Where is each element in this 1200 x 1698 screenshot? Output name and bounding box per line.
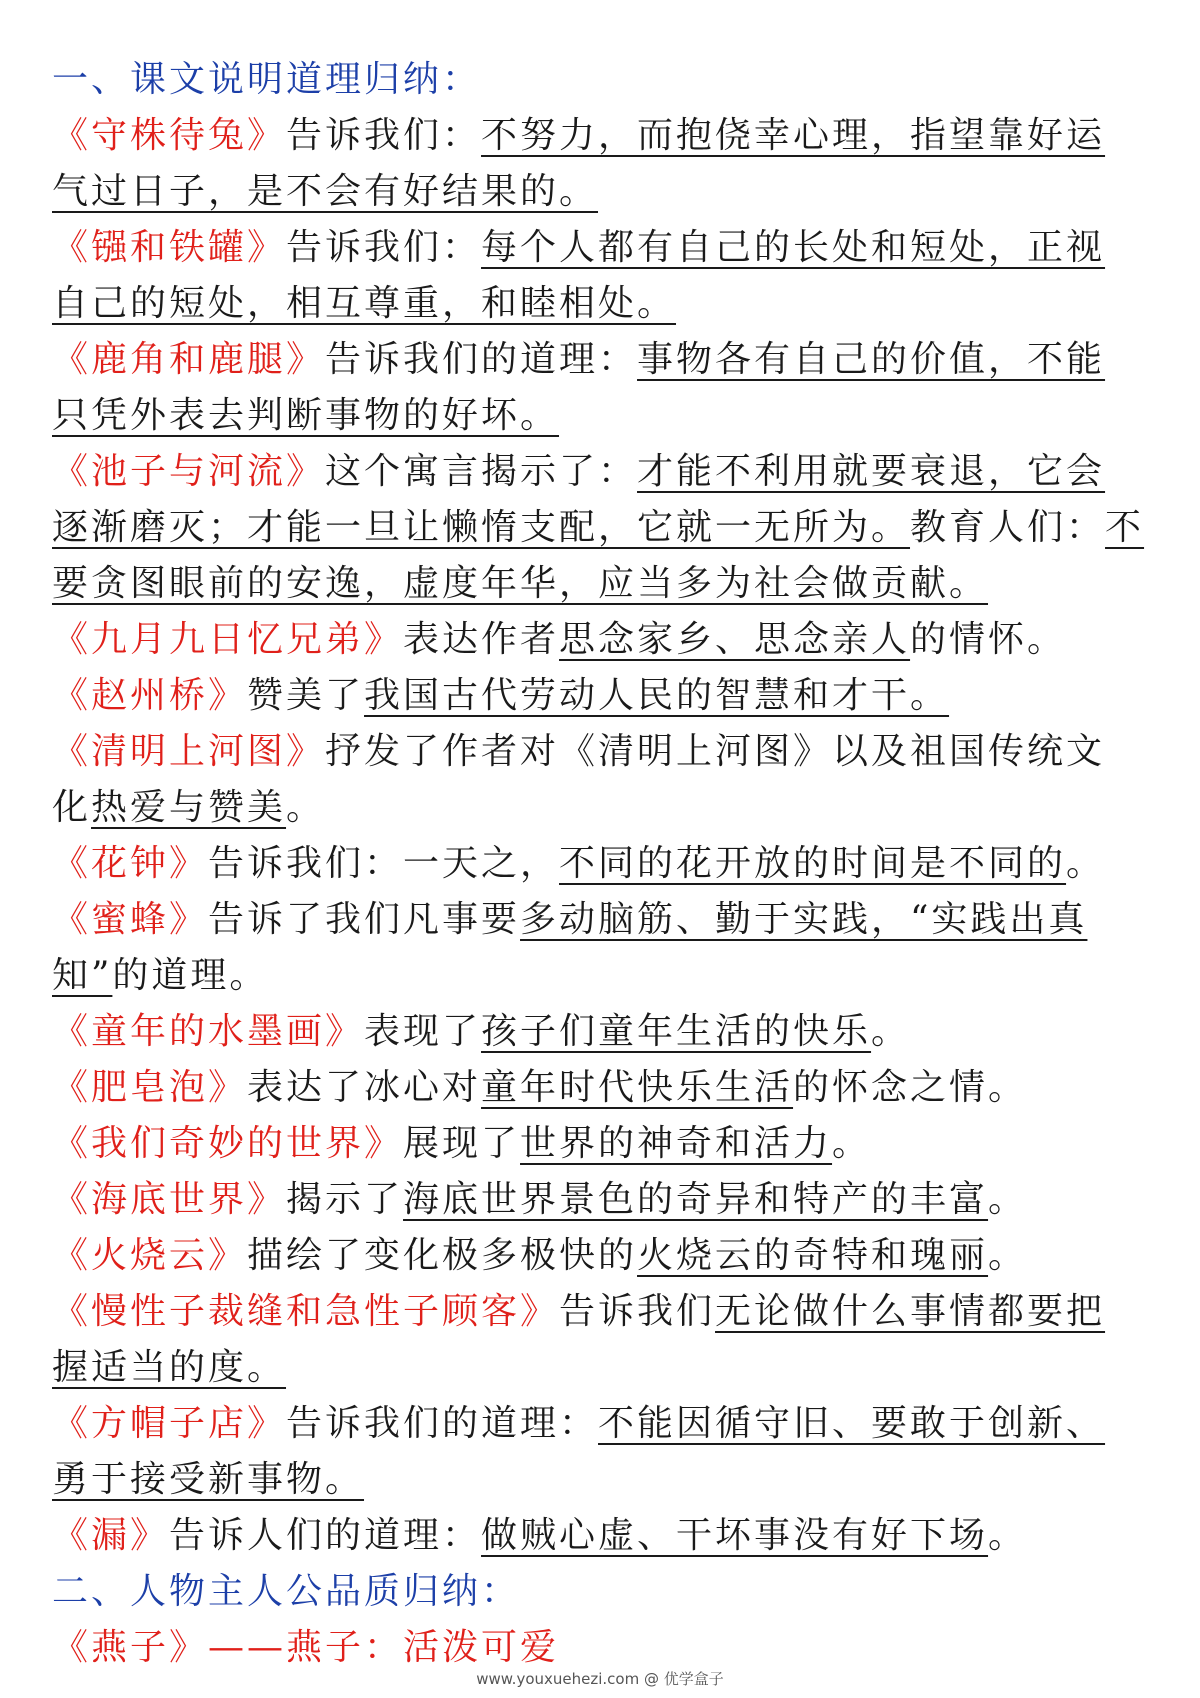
entry-underlined-text: 热爱与赞美 <box>91 787 287 828</box>
entry-line <box>52 668 1152 724</box>
entry-underlined-text: 才能不利用就要衰退，它会 <box>637 451 1106 492</box>
entry-lead-text: 告诉我们：一天之， <box>208 843 560 884</box>
entry-lead-text: 揭示了 <box>286 1179 404 1220</box>
lesson-title: 《赵州桥》 <box>52 675 248 716</box>
entry-line <box>52 1004 1152 1060</box>
entry-underlined-text: 逐渐磨灭；才能一旦让懒惰支配，它就一无所为。 <box>52 507 911 548</box>
entry-underlined-text: 孩子们童年生活的快乐 <box>481 1011 872 1052</box>
entry-line <box>52 892 1152 948</box>
lesson-title: 《九月九日忆兄弟》 <box>52 619 404 660</box>
entry-underlined-text: 不努力，而抱侥幸心理，指望靠好运 <box>481 115 1106 156</box>
entry-line <box>52 1340 1152 1396</box>
entry-line <box>52 444 1152 500</box>
entry-line <box>52 1284 1152 1340</box>
lesson-title: 《我们奇妙的世界》 <box>52 1123 404 1164</box>
lesson-title: 《守株待兔》 <box>52 115 287 156</box>
entry-line <box>52 1228 1152 1284</box>
section-heading-characters: 二、人物主人公品质归纳： <box>52 1571 521 1612</box>
entry-underlined-text: 我国古代劳动人民的智慧和才干。 <box>364 675 950 716</box>
entry-underlined-text: 多动脑筋、勤于实践，“实践出真 <box>520 899 1088 940</box>
entry-line <box>52 276 1152 332</box>
lesson-title: 《鹿角和鹿腿》 <box>52 339 326 380</box>
entry-line <box>52 1396 1152 1452</box>
entry-lead-text: 告诉我们的道理： <box>286 1403 599 1444</box>
entry-tail-text: 的道理。 <box>112 955 269 996</box>
entry-underlined-text: 要贪图眼前的安逸，虚度年华，应当多为社会做贡献。 <box>52 563 989 604</box>
document-page <box>52 52 1152 1676</box>
watermark-footer: www.youxuehezi.com @ 优学盒子 <box>476 1670 724 1688</box>
entry-tail-text: 。 <box>832 1123 872 1164</box>
entry-tail-text: 的情怀。 <box>910 619 1067 660</box>
entry-underlined-text: 无论做什么事情都要把 <box>715 1291 1106 1332</box>
entry-underlined-text: 不 <box>1105 507 1145 548</box>
lesson-title: 《慢性子裁缝和急性子顾客》 <box>52 1291 560 1332</box>
entry-tail-text: 的怀念之情。 <box>793 1067 1028 1108</box>
entry-line <box>52 836 1152 892</box>
entry-line <box>52 1508 1152 1564</box>
entry-line <box>52 724 1152 780</box>
entry-underlined-text: 做贼心虚、干坏事没有好下场 <box>481 1515 989 1556</box>
entry-line <box>52 1060 1152 1116</box>
entry-underlined-text: 海底世界景色的奇异和特产的丰富 <box>403 1179 989 1220</box>
entry-underlined-text: 世界的神奇和活力 <box>520 1123 833 1164</box>
entry-line <box>52 332 1152 388</box>
entry-underlined-text: 知” <box>52 955 113 996</box>
entry-line <box>52 164 1152 220</box>
entry-line <box>52 780 1152 836</box>
entry-lead-text: 表达作者 <box>403 619 560 660</box>
entry-line <box>52 948 1152 1004</box>
entry-underlined-text: 握适当的度。 <box>52 1347 287 1388</box>
lesson-title: 《海底世界》 <box>52 1179 287 1220</box>
entry-lead-text: 教育人们： <box>910 507 1106 548</box>
lesson-title: 《肥皂泡》 <box>52 1067 248 1108</box>
entry-underlined-text: 不同的花开放的时间是不同的 <box>559 843 1067 884</box>
lesson-title: 《火烧云》 <box>52 1235 248 1276</box>
entry-lead-text: 表现了 <box>364 1011 482 1052</box>
lesson-title: 《花钟》 <box>52 843 209 884</box>
entry-lead-text: 表达了冰心对 <box>247 1067 482 1108</box>
entry-underlined-text: 事物各有自己的价值，不能 <box>637 339 1106 380</box>
entry-lead-text: 告诉我们： <box>286 227 482 268</box>
section-heading-lessons: 一、课文说明道理归纳： <box>52 59 482 100</box>
entry-line <box>52 1116 1152 1172</box>
entry-underlined-text: 不能因循守旧、要敢于创新、 <box>598 1403 1106 1444</box>
entry-lead-text: 赞美了 <box>247 675 365 716</box>
lesson-title: 《镪和铁罐》 <box>52 227 287 268</box>
entry-line <box>52 612 1152 668</box>
entry-tail-text: 。 <box>988 1179 1028 1220</box>
entry-line <box>52 220 1152 276</box>
entry-line <box>52 388 1152 444</box>
entry-lead-text: 告诉人们的道理： <box>169 1515 482 1556</box>
lesson-title: 《方帽子店》 <box>52 1403 287 1444</box>
entry-tail-text: 。 <box>871 1011 911 1052</box>
entry-tail-text: 。 <box>1066 843 1106 884</box>
entry-underlined-text: 勇于接受新事物。 <box>52 1459 365 1500</box>
entry-underlined-text: 火烧云的奇特和瑰丽 <box>637 1235 989 1276</box>
entry-underlined-text: 只凭外表去判断事物的好坏。 <box>52 395 560 436</box>
entry-underlined-text: 思念家乡、思念亲人 <box>559 619 911 660</box>
entry-line <box>52 108 1152 164</box>
lesson-title: 《漏》 <box>52 1515 170 1556</box>
lesson-title: 《童年的水墨画》 <box>52 1011 365 1052</box>
entry-line <box>52 1452 1152 1508</box>
entry-underlined-text: 每个人都有自己的长处和短处，正视 <box>481 227 1106 268</box>
lesson-title: 《池子与河流》 <box>52 451 326 492</box>
entry-line <box>52 500 1152 556</box>
character-entry: 《燕子》——燕子：活泼可爱 <box>52 1627 560 1668</box>
entry-tail-text: 。 <box>988 1515 1028 1556</box>
entry-lead-text: 描绘了变化极多极快的 <box>247 1235 638 1276</box>
entry-tail-text: 。 <box>988 1235 1028 1276</box>
lesson-title: 《蜜蜂》 <box>52 899 209 940</box>
entry-lead-text: 展现了 <box>403 1123 521 1164</box>
entry-lead-text: 化 <box>52 787 92 828</box>
entry-underlined-text: 自己的短处，相互尊重，和睦相处。 <box>52 283 677 324</box>
entry-lead-text: 告诉我们 <box>559 1291 716 1332</box>
entry-underlined-text: 气过日子，是不会有好结果的。 <box>52 171 599 212</box>
entry-underlined-text: 童年时代快乐生活 <box>481 1067 794 1108</box>
entry-lead-text: 抒发了作者对《清明上河图》以及祖国传统文 <box>325 731 1106 772</box>
entry-line <box>52 1172 1152 1228</box>
entry-lead-text: 这个寓言揭示了： <box>325 451 638 492</box>
entry-lead-text: 告诉了我们凡事要 <box>208 899 521 940</box>
entry-lead-text: 告诉我们的道理： <box>325 339 638 380</box>
entry-tail-text: 。 <box>286 787 326 828</box>
entry-lead-text: 告诉我们： <box>286 115 482 156</box>
entry-line <box>52 556 1152 612</box>
lesson-title: 《清明上河图》 <box>52 731 326 772</box>
